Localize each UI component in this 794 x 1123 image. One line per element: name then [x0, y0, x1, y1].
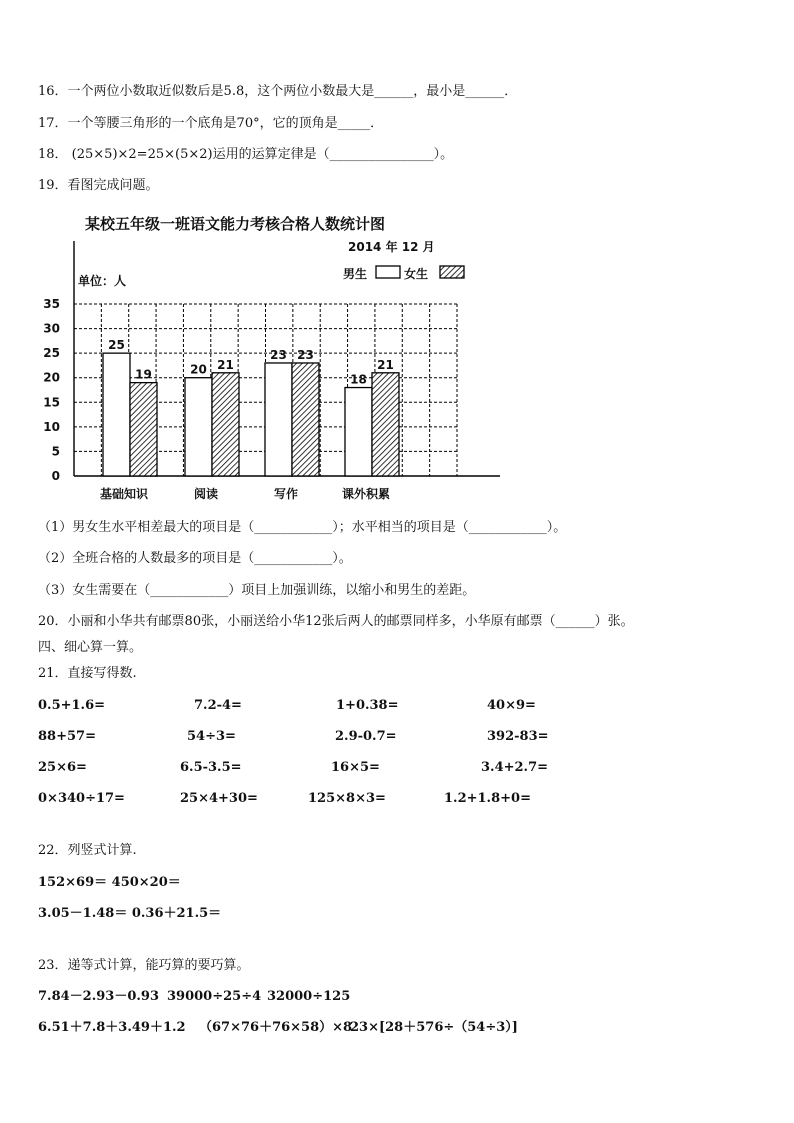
q23-item: 6.51＋7.8＋3.49＋1.2 — [38, 1020, 186, 1035]
legend-label-girls: 女生 — [404, 267, 429, 281]
x-tick-label: 课外积累 — [341, 487, 391, 501]
x-tick-label: 写作 — [273, 487, 299, 501]
chart-subtitle: 2014 年 12 月 — [348, 240, 435, 254]
x-tick-label: 阅读 — [193, 487, 219, 501]
data-label: 20 — [190, 362, 207, 377]
q23-item: 39000÷25÷4 — [167, 989, 262, 1004]
q21-item: 88+57= — [38, 729, 96, 744]
data-label: 23 — [270, 347, 287, 362]
q21-item: 2.9-0.7= — [335, 729, 397, 744]
question-19: 19．看图完成问题。 — [38, 178, 159, 193]
bar-boys — [185, 378, 212, 476]
y-tick-label: 5 — [51, 444, 60, 459]
q23-item: （67×76＋76×58）×8 — [199, 1020, 353, 1035]
chart-unit-label: 单位：人 — [78, 274, 127, 288]
legend-swatch-girls — [440, 266, 464, 278]
question-16: 16．一个两位小数取近似数后是5.8，这个两位小数最大是______，最小是______． — [38, 84, 518, 99]
q21-item: 54÷3= — [187, 729, 236, 744]
data-label: 21 — [377, 357, 394, 372]
q21-item: 40×9= — [487, 698, 536, 713]
question-18: 18． (25×5)×2=25×(5×2)运用的运算定律是（________________）。 — [38, 147, 454, 162]
q21-item: 0.5+1.6= — [38, 698, 106, 713]
q21-item: 392-83= — [487, 729, 549, 744]
bar-girls — [292, 363, 319, 476]
q21-item: 125×8×3= — [308, 791, 386, 806]
q21-item: 0×340÷17= — [38, 791, 125, 806]
y-tick-label: 10 — [43, 419, 60, 434]
question-21: 21．直接写得数. — [38, 666, 137, 681]
q23-item: 32000÷125 — [267, 989, 351, 1004]
chart-bars — [103, 338, 399, 476]
bar-girls — [212, 373, 239, 476]
bar-girls — [130, 383, 157, 476]
legend-label-boys: 男生 — [343, 267, 368, 281]
chart-title: 某校五年级一班语文能力考核合格人数统计图 — [85, 215, 386, 233]
data-label: 23 — [297, 347, 314, 362]
data-label: 18 — [350, 372, 367, 387]
y-tick-label: 25 — [43, 346, 60, 361]
y-tick-label: 15 — [43, 395, 60, 410]
bar-girls — [372, 373, 399, 476]
q23-item: 23×[28＋576÷（54÷3）] — [350, 1020, 518, 1035]
y-tick-label: 0 — [51, 469, 60, 483]
question-19-part-3: （3）女生需要在（____________）项目上加强训练，以缩小和男生的差距。 — [38, 583, 476, 598]
question-20: 20．小丽和小华共有邮票80张，小丽送给小华12张后两人的邮票同样多，小华原有邮票（______）张。 — [38, 614, 634, 629]
q21-item: 1.2+1.8+0= — [444, 791, 531, 806]
question-19-part-1: （1）男女生水平相差最大的项目是（____________）；水平相当的项目是（____________）。 — [38, 520, 567, 535]
q22-line: 3.05－1.48＝ 0.36＋21.5＝ — [38, 906, 222, 921]
data-label: 21 — [217, 357, 234, 372]
bar-boys — [103, 353, 130, 476]
question-17: 17．一个等腰三角形的一个底角是70°，它的顶角是_____． — [38, 116, 384, 131]
y-tick-label: 30 — [43, 321, 60, 336]
q23-item: 7.84－2.93－0.93 — [38, 989, 159, 1004]
chart-legend — [343, 266, 464, 281]
q21-item: 25×4+30= — [180, 791, 258, 806]
bar-chart — [30, 205, 510, 505]
question-19-part-2: （2）全班合格的人数最多的项目是（____________）。 — [38, 551, 352, 566]
q22-line: 152×69＝ 450×20＝ — [38, 875, 181, 890]
q21-item: 6.5-3.5= — [180, 760, 242, 775]
section-heading-4: 四、细心算一算。 — [38, 640, 143, 655]
y-tick-label: 35 — [43, 297, 60, 311]
question-23: 23．递等式计算，能巧算的要巧算。 — [38, 958, 250, 973]
q21-item: 3.4+2.7= — [481, 760, 549, 775]
bar-boys — [345, 388, 372, 476]
y-axis-ticks — [43, 297, 60, 483]
q21-item: 7.2-4= — [194, 698, 242, 713]
y-tick-label: 20 — [43, 370, 60, 385]
bar-boys — [265, 363, 292, 476]
q21-item: 25×6= — [38, 760, 87, 775]
data-label: 25 — [108, 338, 125, 353]
x-axis-labels — [100, 486, 390, 501]
q21-item: 16×5= — [331, 760, 380, 775]
data-label: 19 — [135, 367, 152, 382]
x-tick-label: 基础知识 — [99, 487, 149, 501]
question-22: 22．列竖式计算. — [38, 843, 137, 858]
legend-swatch-boys — [376, 266, 400, 278]
q21-item: 1+0.38= — [336, 698, 399, 713]
